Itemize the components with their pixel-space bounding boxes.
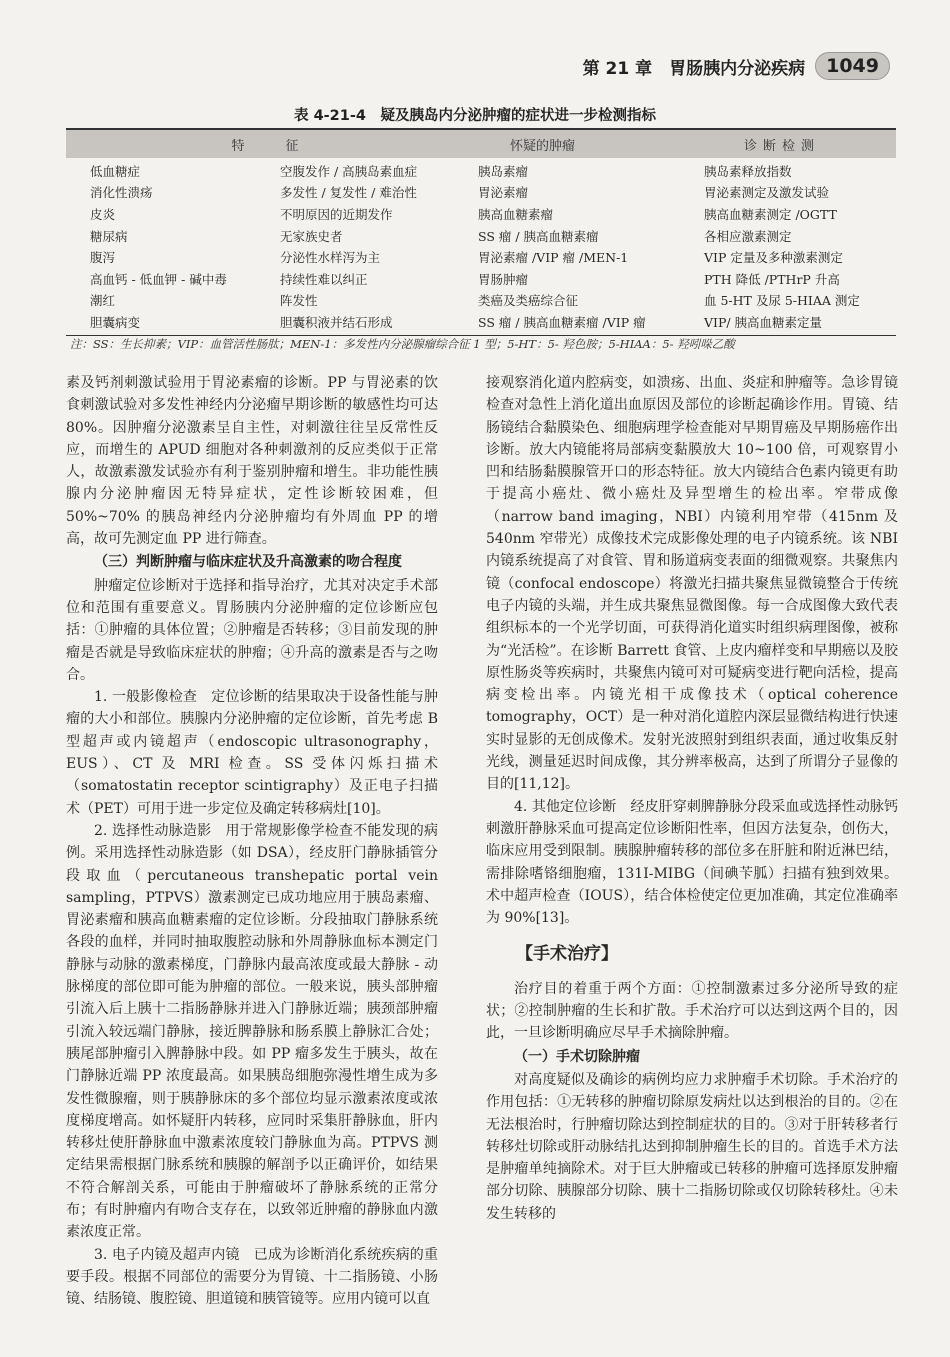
symptom-table (66, 128, 896, 336)
cell-symptom: 皮炎 (90, 206, 116, 222)
table-title: 表 4-21-4 疑及胰岛内分泌肿瘤的症状进一步检测指标 (294, 108, 656, 124)
cell-tumor: 胰岛素瘤 (478, 163, 529, 179)
paragraph: 治疗目的着重于两个方面：①控制激素过多分泌所导致的症状；②控制肿瘤的生长和扩散。手术治疗可以达到这两个目的，因此，一旦诊断明确应尽早手术摘除肿瘤。 (486, 980, 898, 1042)
paragraph: 对高度疑似及确诊的病例均应力求肿瘤手术切除。手术治疗的作用包括：①无转移的肿瘤切除原发病灶以达到根治的目的。②在无法根治时，行肿瘤切除达到控制症状的目的。③对于肝转移者行转移灶切除或肝动脉结扎达到抑制肿瘤生长的目的。首选手术方法是肿瘤单纯摘除术。对于巨大肿瘤或已转移的肿瘤可选择原发肿瘤部分切除、胰腺部分切除、胰十二指肠切除或仅切除转移灶。④未发生转移的 (486, 1071, 898, 1222)
cell-test: VIP/ 胰高血糖素定量 (704, 314, 823, 330)
paragraph: 素及钙剂刺激试验用于胃泌素瘤的诊断。PP 与胃泌素的饮食刺激试验对多发性神经内分泌瘤早期诊断的敏感性均可达 80%。因肿瘤分泌激素呈自主性，对刺激往往呈反常性反应，而增生的 APUD 细胞对各种刺激剂的反应类似于正常人，故激素激发试验亦有利于鉴别肿瘤和增生。非功能性胰腺内分泌肿瘤因无特异症状，定性诊断较困难，但 50%~70% 的胰岛神经内分泌肿瘤均有外周血 PP 的增高，故可先测定血 PP 进行筛查。 (66, 375, 438, 548)
cell-tumor: 胃泌素瘤 (478, 185, 529, 201)
cell-test: 胃泌素测定及激发试验 (704, 185, 830, 201)
cell-feature: 阵发性 (280, 293, 318, 309)
paragraph: 2. 选择性动脉造影 用于常规影像学检查不能发现的病例。采用选择性动脉造影（如 DSA），经皮肝门静脉插管分段取血（percutaneous transhepatic portal vein sampling，PTPVS）激素测定已成功地应用于胰岛素瘤、胃泌素瘤和胰高血糖素瘤的定位诊断。分段抽取门静脉系统各段的血样，并同时抽取腹腔动脉和外周静脉血标本测定门静脉与动脉的激素梯度，门静脉内最高浓度或最大静脉 - 动脉梯度的部位即可能为肿瘤的部位。一般来说，胰头部肿瘤引流入后上胰十二指肠静脉并进入门静脉近端；胰颈部肿瘤引流入较远端门静脉，接近脾静脉和肠系膜上静脉汇合处；胰尾部肿瘤引入脾静脉中段。如 PP 瘤多发生于胰头，故在门静脉近端 PP 浓度最高。如果胰岛细胞弥漫性增生成为多发性微腺瘤，则于胰静脉床的多个部位均显示激素浓度或浓度梯度增高。如怀疑肝内转移，应同时采集肝静脉血，肝内转移灶使肝静脉血中激素浓度较门静脉血为高。PTPVS 测定结果需根据门脉系统和胰腺的解剖予以正确评价，如结果不符合解剖关系，可能由于肿瘤破坏了静脉系统的正常分布；有时肿瘤内有吻合支存在，以致邻近肿瘤的静脉血内激素浓度正常。 (66, 822, 438, 1241)
cell-feature: 分泌性水样泻为主 (280, 250, 381, 266)
paragraph: 3. 电子内镜及超声内镜 已成为诊断消化系统疾病的重要手段。根据不同部位的需要分为胃镜、十二指肠镜、小肠镜、结肠镜、腹腔镜、胆道镜和胰管镜等。应用内镜可以直 (66, 1246, 438, 1308)
header-diagnostic-test: 诊断检测 (744, 138, 821, 154)
subheading-tumor-resection: （一）手术切除肿瘤 (514, 1048, 640, 1065)
cell-test: 胰岛素释放指数 (704, 163, 792, 179)
cell-tumor: SS 瘤 / 胰高血糖素瘤 /VIP 瘤 (478, 314, 646, 330)
cell-test: 胰高血糖素测定 /OGTT (704, 206, 837, 222)
table-row (66, 268, 896, 290)
cell-symptom: 消化性溃疡 (90, 185, 153, 201)
cell-feature: 持续性难以纠正 (280, 271, 368, 287)
cell-symptom: 胆囊病变 (90, 314, 141, 330)
cell-tumor: 胰高血糖素瘤 (478, 206, 554, 222)
table-header-row (66, 130, 896, 158)
header-feature: 特 征 (231, 138, 313, 154)
right-column (486, 372, 898, 1225)
cell-tumor: SS 瘤 / 胰高血糖素瘤 (478, 228, 599, 244)
cell-test: 血 5-HT 及尿 5-HIAA 测定 (704, 293, 860, 309)
page-number: 1049 (815, 52, 890, 80)
cell-feature: 不明原因的近期发作 (280, 206, 393, 222)
table-row (66, 203, 896, 225)
paragraph: 1. 一般影像检查 定位诊断的结果取决于设备性能与肿瘤的大小和部位。胰腺内分泌肿瘤的定位诊断，首先考虑 B 型超声或内镜超声（endoscopic ultrasonography，EUS）、CT 及 MRI 检查。SS 受体闪烁扫描术（somatostatin receptor scintigraphy）及正电子扫描术（PET）可用于进一步定位及确定转移病灶[10]。 (66, 689, 438, 817)
cell-feature: 空腹发作 / 高胰岛素血症 (280, 163, 418, 179)
cell-tumor: 类癌及类癌综合征 (478, 293, 579, 309)
cell-symptom: 高血钙 - 低血钾 - 碱中毒 (90, 271, 227, 287)
table-row (66, 311, 896, 333)
table-body (66, 158, 896, 333)
section-title-surgery: 【手术治疗】 (516, 944, 618, 965)
cell-symptom: 潮红 (90, 293, 116, 309)
table-row (66, 160, 896, 182)
cell-feature: 无家族史者 (280, 228, 343, 244)
cell-tumor: 胃肠肿瘤 (478, 271, 529, 287)
cell-feature: 胆囊积液并结石形成 (280, 314, 393, 330)
table-row (66, 225, 896, 247)
cell-feature: 多发性 / 复发性 / 难治性 (280, 185, 417, 201)
cell-test: VIP 定量及多种激素测定 (704, 250, 843, 266)
running-header (583, 52, 890, 80)
table-row (66, 182, 896, 204)
paragraph: 接观察消化道内腔病变，如溃疡、出血、炎症和肿瘤等。急诊胃镜检查对急性上消化道出血原因及部位的诊断起确诊作用。胃镜、结肠镜结合黏膜染色、细胞病理学检查能对早期胃癌及早期肠癌作出诊断。放大内镜能将局部病变黏膜放大 10~100 倍，可观察胃小凹和结肠黏膜腺管开口的形态特征。放大内镜结合色素内镜更有助于提高小癌灶、微小癌灶及异型增生的检出率。窄带成像（narrow band imaging，NBI）内镜利用窄带（415nm 及 540nm 窄带光）成像技术完成影像处理的电子内镜系统。该 NBI 内镜系统提高了对食管、胃和肠道病变表面的细微观察。共聚焦内镜（confocal endoscope）将激光扫描共聚焦显微镜整合于传统电子内镜的头端，并生成共聚焦显微图像。每一合成图像大致代表组织标本的一个光学切面，可获得消化道实时组织病理图像，被称为“光活检”。在诊断 Barrett 食管、上皮内瘤样变和早期癌以及胶原性肠炎等疾病时，共聚焦内镜可对可疑病变进行靶向活检，提高病变检出率。内镜光相干成像技术（optical coherence tomography，OCT）是一种对消化道腔内深层显微结构进行快速实时显影的无创成像术。发射光波照射到组织表面，通过收集反射光线，测量延迟时间成像，其分辨率极高，达到了所谓分子显像的目的[11,12]。 (486, 375, 898, 793)
cell-symptom: 低血糖症 (90, 163, 141, 179)
cell-symptom: 糖尿病 (90, 228, 128, 244)
cell-symptom: 腹泻 (90, 250, 116, 266)
table-row (66, 290, 896, 312)
header-suspected-tumor: 怀疑的肿瘤 (510, 138, 576, 154)
left-column (66, 372, 438, 1310)
subheading-tumor-correlation: （三）判断肿瘤与临床症状及升高激素的吻合程度 (94, 554, 402, 571)
cell-test: 各相应激素测定 (704, 228, 792, 244)
paragraph: 肿瘤定位诊断对于选择和指导治疗，尤其对决定手术部位和范围有重要意义。胃肠胰内分泌肿瘤的定位诊断应包括：①肿瘤的具体位置；②肿瘤是否转移；③目前发现的肿瘤是否就是导致临床症状的肿瘤；④升高的激素是否与之吻合。 (66, 577, 438, 683)
cell-tumor: 胃泌素瘤 /VIP 瘤 /MEN-1 (478, 250, 629, 266)
table-row (66, 246, 896, 268)
chapter-title: 第 21 章 胃肠胰内分泌疾病 (582, 58, 806, 79)
paragraph: 4. 其他定位诊断 经皮肝穿刺脾静脉分段采血或选择性动脉钙刺激肝静脉采血可提高定位诊断阳性率，但因方法复杂，创伤大，临床应用受到限制。胰腺肿瘤转移的部位多在肝脏和附近淋巴结，需排除嗜铬细胞瘤，131I-MIBG（间碘苄胍）扫描有独到效果。术中超声检查（IOUS），结合体检使定位更加准确，其定位准确率为 90%[13]。 (486, 798, 898, 927)
cell-test: PTH 降低 /PTHrP 升高 (704, 271, 840, 287)
table-note: 注：SS：生长抑素；VIP：血管活性肠肽；MEN-1：多发性内分泌腺瘤综合征 1 型；5-HT：5- 羟色胺；5-HIAA：5- 羟吲哚乙酸 (70, 337, 735, 351)
